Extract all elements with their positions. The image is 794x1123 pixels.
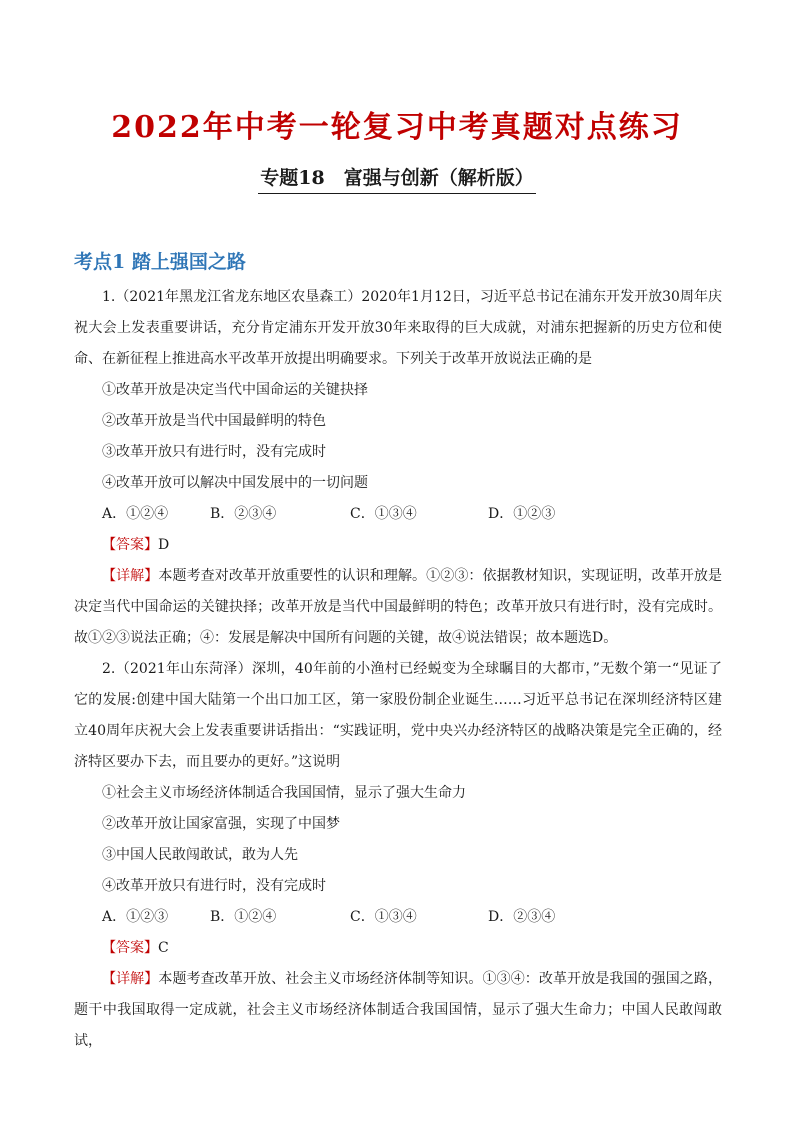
question-2-choice-b: B．①②④ bbox=[210, 909, 277, 925]
question-2-choice-c: C．①③④ bbox=[350, 909, 417, 925]
question-2-stem: 2.（2021年山东菏泽）深圳，40年前的小渔村已经蜕变为全球瞩目的大都市，”无数个第一“见证了它的发展:创建中国大陆第一个出口加工区，第一家股份制企业诞生……习近平总书记在深圳经济特区建立40周年庆祝大会上发表重要讲话指出：“实践证明，党中央兴办经济特区的战略决策是完全正确的，经济特区要办下去，而且要办的更好。”这说明 bbox=[74, 661, 722, 770]
detail-text: 本题考查对改革开放重要性的认识和理解。①②③：依据教材知识，实现证明，改革开放是决定当代中国命运的关键抉择；改革开放是当代中国最鲜明的特色；改革开放只有进行时，没有完成时。故①②③说法正确；④：发展是解决中国所有问题的关键，故④说法错误；故本题选D。 bbox=[74, 568, 723, 646]
main-title: 2022年中考一轮复习中考真题对点练习 bbox=[111, 110, 683, 145]
question-1-option-3: ③改革开放只有进行时，没有完成时 bbox=[102, 444, 326, 460]
question-1-stem: 1.（2021年黑龙江省龙东地区农垦森工）2020年1月12日，习近平总书记在浦东开发开放30周年庆祝大会上发表重要讲话，充分肯定浦东开发开放30年来取得的巨大成就，对浦东把握新的历史方位和使命、在新征程上推进高水平改革开放提出明确要求。下列关于改革开放说法正确的是 bbox=[74, 289, 722, 367]
content-body bbox=[74, 282, 722, 1057]
question-2-choice-a: A．①②③ bbox=[102, 909, 169, 925]
question-2-option-3: ③中国人民敢闯敢试，敢为人先 bbox=[102, 847, 298, 863]
question-1-option-4: ④改革开放可以解决中国发展中的一切问题 bbox=[102, 475, 368, 491]
question-1-choice-d: D．①②③ bbox=[488, 506, 556, 522]
question-2-detail bbox=[74, 964, 722, 1057]
question-2-option-4: ④改革开放只有进行时，没有完成时 bbox=[102, 878, 326, 894]
question-1-choice-c: C．①③④ bbox=[350, 506, 417, 522]
sub-title-text: 专题18 富强与创新（解析版） bbox=[258, 164, 535, 194]
question-1-choice-b: B．②③④ bbox=[210, 506, 277, 522]
question-2-option-2: ②改革开放让国家富强，实现了中国梦 bbox=[102, 816, 340, 832]
detail-text: 本题考查改革开放、社会主义市场经济体制等知识。①③④：改革开放是我国的强国之路，题干中我国取得一定成就，社会主义市场经济体制适合我国国情，显示了强大生命力；中国人民敢闯敢试， bbox=[74, 971, 723, 1049]
question-2-choices bbox=[74, 902, 722, 933]
section-heading: 考点1 踏上强国之路 bbox=[74, 251, 246, 273]
question-2-answer bbox=[74, 933, 722, 964]
question-2-choice-d: D．②③④ bbox=[488, 909, 556, 925]
sub-title bbox=[0, 164, 794, 194]
question-1-detail bbox=[74, 561, 722, 654]
question-1-option-2: ②改革开放是当代中国最鲜明的特色 bbox=[102, 413, 326, 429]
answer-tag: 【答案】 bbox=[102, 940, 158, 956]
answer-tag: 【答案】 bbox=[102, 537, 158, 553]
detail-tag: 【详解】 bbox=[102, 971, 159, 987]
question-1-choices bbox=[74, 499, 722, 530]
detail-tag: 【详解】 bbox=[102, 568, 159, 584]
answer-value: C bbox=[158, 940, 169, 956]
question-1-answer bbox=[74, 530, 722, 561]
question-1-choice-a: A．①②④ bbox=[102, 506, 169, 522]
question-2-option-1: ①社会主义市场经济体制适合我国国情，显示了强大生命力 bbox=[102, 785, 466, 801]
question-1-option-1: ①改革开放是决定当代中国命运的关键抉择 bbox=[102, 382, 368, 398]
answer-value: D bbox=[158, 537, 170, 553]
